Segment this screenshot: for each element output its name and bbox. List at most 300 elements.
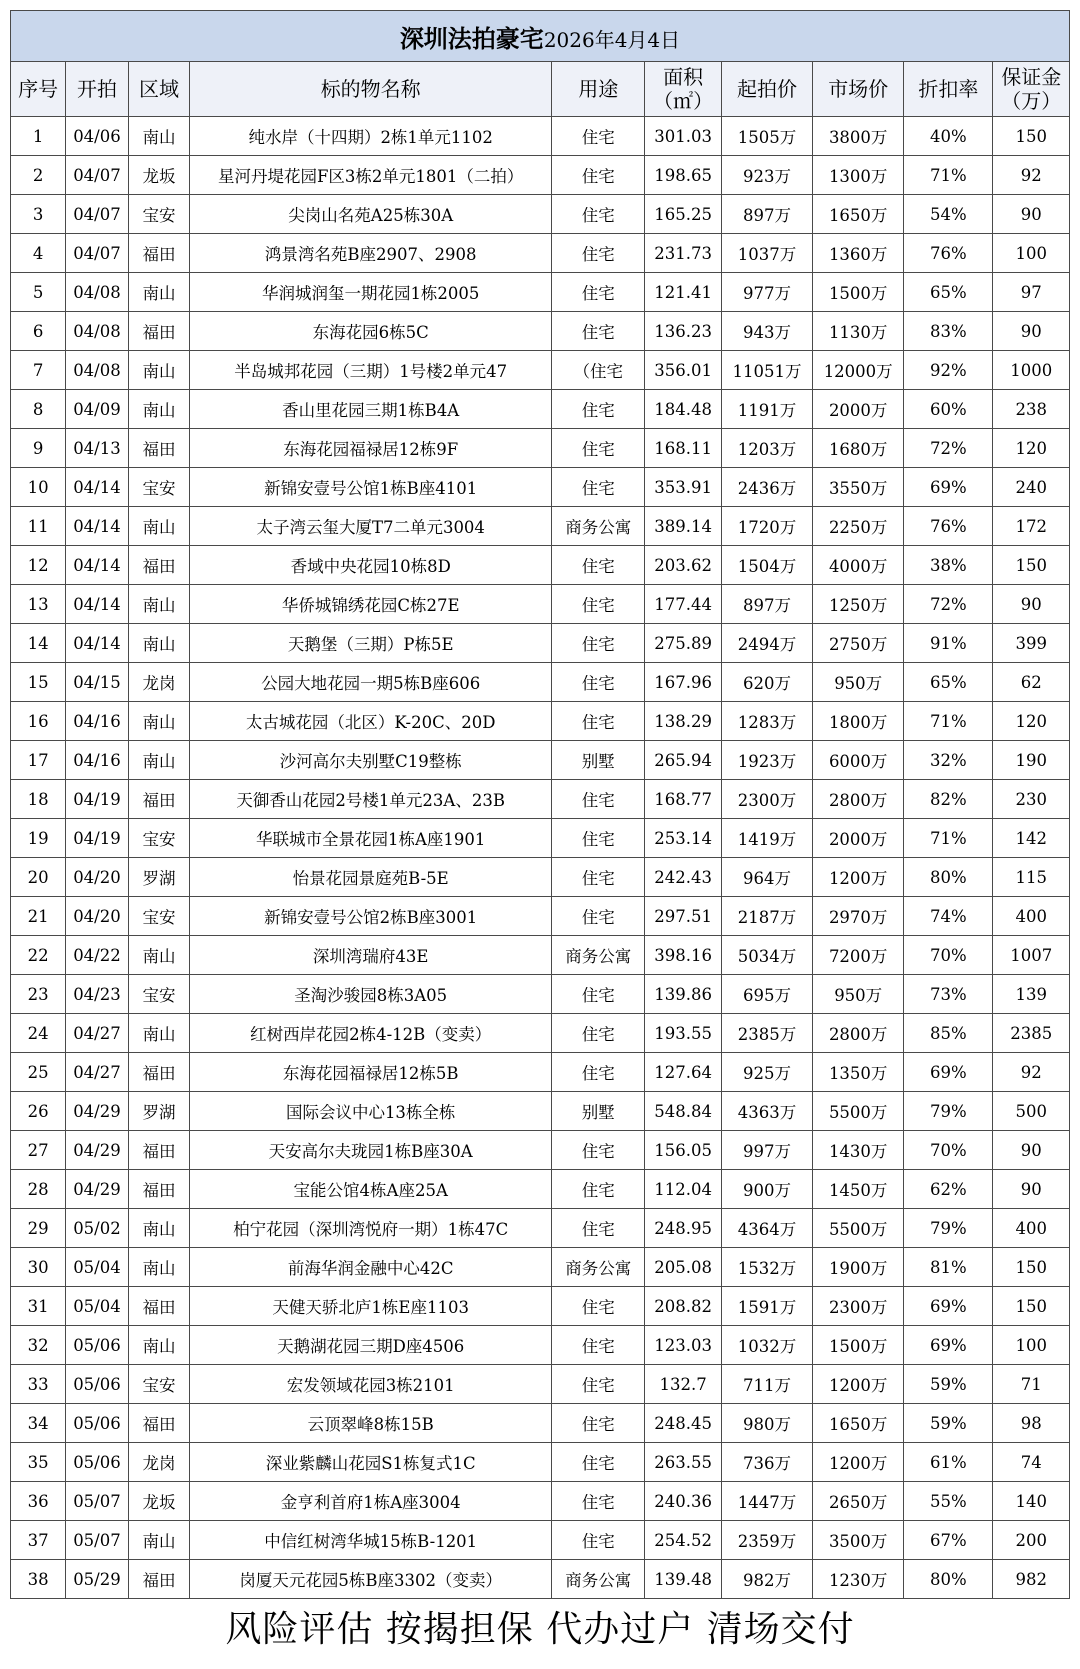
cell-deposit: 172 (993, 507, 1070, 546)
cell-usage: 住宅 (552, 1053, 645, 1092)
cell-date: 04/29 (66, 1170, 129, 1209)
table-row (11, 1014, 1070, 1053)
cell-start-price: 1591万 (721, 1287, 812, 1326)
cell-market-price: 7200万 (813, 936, 904, 975)
cell-discount: 81% (904, 1248, 993, 1287)
cell-no: 26 (11, 1092, 66, 1131)
cell-deposit: 140 (993, 1482, 1070, 1521)
cell-usage: 住宅 (552, 1209, 645, 1248)
cell-district: 福田 (128, 1053, 190, 1092)
cell-market-price: 1250万 (813, 585, 904, 624)
cell-no: 31 (11, 1287, 66, 1326)
cell-area: 165.25 (645, 195, 721, 234)
cell-discount: 65% (904, 663, 993, 702)
cell-start-price: 1037万 (721, 234, 812, 273)
cell-start-price: 997万 (721, 1131, 812, 1170)
cell-market-price: 950万 (813, 975, 904, 1014)
cell-no: 37 (11, 1521, 66, 1560)
cell-no: 11 (11, 507, 66, 546)
cell-deposit: 150 (993, 1287, 1070, 1326)
cell-usage: 住宅 (552, 117, 645, 156)
cell-no: 9 (11, 429, 66, 468)
cell-district: 福田 (128, 429, 190, 468)
cell-discount: 69% (904, 468, 993, 507)
cell-market-price: 1350万 (813, 1053, 904, 1092)
cell-usage: 住宅 (552, 624, 645, 663)
cell-no: 34 (11, 1404, 66, 1443)
cell-date: 04/14 (66, 546, 129, 585)
cell-name: 太子湾云玺大厦T7二单元3004 (190, 507, 552, 546)
cell-usage: 住宅 (552, 1014, 645, 1053)
cell-market-price: 6000万 (813, 741, 904, 780)
cell-start-price: 943万 (721, 312, 812, 351)
cell-area: 242.43 (645, 858, 721, 897)
cell-district: 福田 (128, 234, 190, 273)
cell-no: 30 (11, 1248, 66, 1287)
cell-deposit: 200 (993, 1521, 1070, 1560)
cell-district: 福田 (128, 780, 190, 819)
table-row (11, 663, 1070, 702)
cell-name: 香域中央花园10栋8D (190, 546, 552, 585)
table-row (11, 780, 1070, 819)
cell-name: 鸿景湾名苑B座2907、2908 (190, 234, 552, 273)
cell-date: 05/06 (66, 1443, 129, 1482)
cell-discount: 76% (904, 507, 993, 546)
cell-market-price: 1230万 (813, 1560, 904, 1599)
cell-area: 193.55 (645, 1014, 721, 1053)
cell-no: 33 (11, 1365, 66, 1404)
cell-deposit: 120 (993, 429, 1070, 468)
cell-date: 05/04 (66, 1248, 129, 1287)
cell-market-price: 2800万 (813, 1014, 904, 1053)
cell-name: 天鹅堡（三期）P栋5E (190, 624, 552, 663)
cell-district: 南山 (128, 702, 190, 741)
cell-district: 南山 (128, 273, 190, 312)
title-row (11, 11, 1070, 62)
cell-date: 04/06 (66, 117, 129, 156)
cell-market-price: 5500万 (813, 1209, 904, 1248)
cell-discount: 85% (904, 1014, 993, 1053)
cell-area: 132.7 (645, 1365, 721, 1404)
cell-start-price: 1191万 (721, 390, 812, 429)
cell-date: 04/14 (66, 624, 129, 663)
cell-deposit: 90 (993, 585, 1070, 624)
cell-market-price: 950万 (813, 663, 904, 702)
cell-deposit: 500 (993, 1092, 1070, 1131)
cell-name: 纯水岸（十四期）2栋1单元1102 (190, 117, 552, 156)
cell-area: 263.55 (645, 1443, 721, 1482)
cell-no: 12 (11, 546, 66, 585)
cell-discount: 32% (904, 741, 993, 780)
cell-no: 24 (11, 1014, 66, 1053)
cell-discount: 65% (904, 273, 993, 312)
cell-no: 14 (11, 624, 66, 663)
cell-no: 28 (11, 1170, 66, 1209)
cell-date: 04/13 (66, 429, 129, 468)
cell-deposit: 139 (993, 975, 1070, 1014)
header-open: 开拍 (66, 62, 129, 117)
cell-start-price: 620万 (721, 663, 812, 702)
cell-name: 云顶翠峰8栋15B (190, 1404, 552, 1443)
cell-start-price: 923万 (721, 156, 812, 195)
cell-discount: 80% (904, 1560, 993, 1599)
cell-market-price: 2650万 (813, 1482, 904, 1521)
cell-deposit: 238 (993, 390, 1070, 429)
cell-name: 金亨利首府1栋A座3004 (190, 1482, 552, 1521)
cell-deposit: 399 (993, 624, 1070, 663)
cell-deposit: 120 (993, 702, 1070, 741)
cell-name: 尖岗山名苑A25栋30A (190, 195, 552, 234)
cell-date: 04/07 (66, 156, 129, 195)
cell-market-price: 1130万 (813, 312, 904, 351)
cell-area: 123.03 (645, 1326, 721, 1365)
cell-start-price: 4363万 (721, 1092, 812, 1131)
page-title: 深圳法拍豪宅 (399, 23, 544, 53)
cell-market-price: 2750万 (813, 624, 904, 663)
cell-date: 04/29 (66, 1131, 129, 1170)
header-name: 标的物名称 (190, 62, 552, 117)
cell-district: 罗湖 (128, 1092, 190, 1131)
header-start-price: 起拍价 (721, 62, 812, 117)
cell-market-price: 1500万 (813, 273, 904, 312)
cell-no: 18 (11, 780, 66, 819)
cell-date: 04/27 (66, 1014, 129, 1053)
cell-district: 南山 (128, 585, 190, 624)
cell-discount: 79% (904, 1092, 993, 1131)
cell-no: 21 (11, 897, 66, 936)
cell-market-price: 1430万 (813, 1131, 904, 1170)
cell-usage: 住宅 (552, 390, 645, 429)
cell-deposit: 190 (993, 741, 1070, 780)
cell-date: 05/29 (66, 1560, 129, 1599)
cell-usage: 住宅 (552, 156, 645, 195)
table-row (11, 1482, 1070, 1521)
table-row (11, 1404, 1070, 1443)
table-row (11, 1248, 1070, 1287)
cell-no: 35 (11, 1443, 66, 1482)
cell-date: 04/07 (66, 234, 129, 273)
cell-market-price: 4000万 (813, 546, 904, 585)
table-row (11, 1131, 1070, 1170)
header-deposit-line1: 保证金 (1001, 65, 1062, 89)
cell-discount: 59% (904, 1365, 993, 1404)
cell-discount: 71% (904, 819, 993, 858)
table-row (11, 819, 1070, 858)
table-row (11, 429, 1070, 468)
cell-no: 4 (11, 234, 66, 273)
cell-deposit: 97 (993, 273, 1070, 312)
cell-district: 宝安 (128, 468, 190, 507)
cell-name: 半岛城邦花园（三期）1号楼2单元47 (190, 351, 552, 390)
cell-start-price: 2436万 (721, 468, 812, 507)
header-area (645, 62, 721, 117)
table-row (11, 1521, 1070, 1560)
cell-start-price: 5034万 (721, 936, 812, 975)
cell-area: 203.62 (645, 546, 721, 585)
cell-discount: 73% (904, 975, 993, 1014)
cell-date: 05/06 (66, 1326, 129, 1365)
cell-usage: 住宅 (552, 546, 645, 585)
cell-usage: 住宅 (552, 195, 645, 234)
auction-table (10, 10, 1070, 1599)
cell-no: 19 (11, 819, 66, 858)
table-row (11, 273, 1070, 312)
cell-start-price: 11051万 (721, 351, 812, 390)
header-market-price: 市场价 (813, 62, 904, 117)
cell-district: 福田 (128, 1560, 190, 1599)
table-row (11, 624, 1070, 663)
cell-discount: 72% (904, 429, 993, 468)
cell-name: 中信红树湾华城15栋B-1201 (190, 1521, 552, 1560)
table-row (11, 1326, 1070, 1365)
cell-start-price: 897万 (721, 585, 812, 624)
cell-usage: 住宅 (552, 897, 645, 936)
cell-name: 深圳湾瑞府43E (190, 936, 552, 975)
cell-date: 04/19 (66, 819, 129, 858)
title-date: 2026年4月4日 (543, 27, 681, 52)
cell-deposit: 230 (993, 780, 1070, 819)
cell-discount: 69% (904, 1053, 993, 1092)
cell-discount: 74% (904, 897, 993, 936)
table-row (11, 1365, 1070, 1404)
cell-area: 548.84 (645, 1092, 721, 1131)
cell-start-price: 982万 (721, 1560, 812, 1599)
table-row (11, 312, 1070, 351)
table-row (11, 936, 1070, 975)
cell-deposit: 1007 (993, 936, 1070, 975)
cell-name: 天御香山花园2号楼1单元23A、23B (190, 780, 552, 819)
cell-start-price: 1532万 (721, 1248, 812, 1287)
cell-date: 05/06 (66, 1404, 129, 1443)
cell-deposit: 115 (993, 858, 1070, 897)
cell-market-price: 3500万 (813, 1521, 904, 1560)
cell-no: 10 (11, 468, 66, 507)
cell-district: 罗湖 (128, 858, 190, 897)
header-usage: 用途 (552, 62, 645, 117)
cell-deposit: 71 (993, 1365, 1070, 1404)
cell-usage: 住宅 (552, 585, 645, 624)
cell-area: 112.04 (645, 1170, 721, 1209)
table-row (11, 234, 1070, 273)
cell-market-price: 2250万 (813, 507, 904, 546)
table-row (11, 117, 1070, 156)
cell-date: 05/07 (66, 1482, 129, 1521)
cell-area: 254.52 (645, 1521, 721, 1560)
cell-deposit: 74 (993, 1443, 1070, 1482)
cell-no: 1 (11, 117, 66, 156)
cell-market-price: 1200万 (813, 1365, 904, 1404)
cell-market-price: 1900万 (813, 1248, 904, 1287)
header-row (11, 62, 1070, 117)
cell-no: 13 (11, 585, 66, 624)
cell-usage: 住宅 (552, 1443, 645, 1482)
cell-usage: 住宅 (552, 1326, 645, 1365)
cell-start-price: 2494万 (721, 624, 812, 663)
cell-area: 265.94 (645, 741, 721, 780)
cell-usage: 住宅 (552, 1287, 645, 1326)
cell-district: 南山 (128, 624, 190, 663)
cell-name: 宏发领域花园3栋2101 (190, 1365, 552, 1404)
cell-start-price: 695万 (721, 975, 812, 1014)
cell-district: 宝安 (128, 975, 190, 1014)
cell-date: 05/07 (66, 1521, 129, 1560)
cell-deposit: 400 (993, 897, 1070, 936)
cell-market-price: 1650万 (813, 195, 904, 234)
table-row (11, 1443, 1070, 1482)
table-row (11, 468, 1070, 507)
cell-district: 宝安 (128, 1365, 190, 1404)
cell-name: 沙河高尔夫别墅C19整栋 (190, 741, 552, 780)
cell-area: 297.51 (645, 897, 721, 936)
cell-name: 东海花园福禄居12栋5B (190, 1053, 552, 1092)
cell-district: 福田 (128, 546, 190, 585)
cell-area: 398.16 (645, 936, 721, 975)
cell-no: 25 (11, 1053, 66, 1092)
cell-usage: （住宅 (552, 351, 645, 390)
cell-deposit: 92 (993, 156, 1070, 195)
table-row (11, 585, 1070, 624)
cell-market-price: 1450万 (813, 1170, 904, 1209)
cell-deposit: 2385 (993, 1014, 1070, 1053)
table-row (11, 1560, 1070, 1599)
cell-start-price: 925万 (721, 1053, 812, 1092)
header-deposit (993, 62, 1070, 117)
cell-discount: 69% (904, 1287, 993, 1326)
cell-start-price: 1720万 (721, 507, 812, 546)
cell-usage: 住宅 (552, 1404, 645, 1443)
cell-start-price: 736万 (721, 1443, 812, 1482)
cell-area: 248.95 (645, 1209, 721, 1248)
cell-name: 太古城花园（北区）K-20C、20D (190, 702, 552, 741)
cell-district: 宝安 (128, 819, 190, 858)
table-row (11, 702, 1070, 741)
cell-deposit: 1000 (993, 351, 1070, 390)
cell-market-price: 2000万 (813, 819, 904, 858)
cell-area: 168.77 (645, 780, 721, 819)
cell-date: 04/09 (66, 390, 129, 429)
cell-discount: 54% (904, 195, 993, 234)
cell-start-price: 1203万 (721, 429, 812, 468)
cell-district: 南山 (128, 1521, 190, 1560)
cell-discount: 69% (904, 1326, 993, 1365)
cell-deposit: 150 (993, 1248, 1070, 1287)
table-row (11, 1209, 1070, 1248)
cell-no: 27 (11, 1131, 66, 1170)
cell-area: 121.41 (645, 273, 721, 312)
cell-name: 华侨城锦绣花园C栋27E (190, 585, 552, 624)
cell-district: 南山 (128, 1014, 190, 1053)
cell-discount: 72% (904, 585, 993, 624)
cell-no: 17 (11, 741, 66, 780)
table-row (11, 741, 1070, 780)
cell-deposit: 982 (993, 1560, 1070, 1599)
cell-date: 05/04 (66, 1287, 129, 1326)
footer-slogan: 风险评估 按揭担保 代办过户 清场交付 (225, 1609, 855, 1650)
cell-discount: 76% (904, 234, 993, 273)
cell-start-price: 2187万 (721, 897, 812, 936)
cell-no: 20 (11, 858, 66, 897)
auction-sheet (10, 10, 1070, 1657)
cell-usage: 住宅 (552, 312, 645, 351)
cell-market-price: 1200万 (813, 858, 904, 897)
cell-area: 168.11 (645, 429, 721, 468)
cell-name: 深业紫麟山花园S1栋复式1C (190, 1443, 552, 1482)
cell-market-price: 12000万 (813, 351, 904, 390)
cell-usage: 住宅 (552, 468, 645, 507)
cell-discount: 70% (904, 1131, 993, 1170)
cell-district: 南山 (128, 1248, 190, 1287)
cell-no: 32 (11, 1326, 66, 1365)
cell-market-price: 1300万 (813, 156, 904, 195)
cell-usage: 住宅 (552, 1365, 645, 1404)
cell-usage: 住宅 (552, 429, 645, 468)
cell-start-price: 900万 (721, 1170, 812, 1209)
cell-start-price: 1923万 (721, 741, 812, 780)
cell-area: 353.91 (645, 468, 721, 507)
cell-date: 04/08 (66, 351, 129, 390)
cell-name: 新锦安壹号公馆2栋B座3001 (190, 897, 552, 936)
table-row (11, 390, 1070, 429)
cell-name: 星河丹堤花园F区3栋2单元1801（二拍） (190, 156, 552, 195)
cell-district: 福田 (128, 1287, 190, 1326)
cell-discount: 79% (904, 1209, 993, 1248)
cell-usage: 住宅 (552, 1482, 645, 1521)
cell-district: 龙坂 (128, 1482, 190, 1521)
cell-district: 福田 (128, 312, 190, 351)
cell-discount: 62% (904, 1170, 993, 1209)
cell-area: 156.05 (645, 1131, 721, 1170)
cell-name: 国际会议中心13栋全栋 (190, 1092, 552, 1131)
cell-date: 04/20 (66, 897, 129, 936)
cell-name: 香山里花园三期1栋B4A (190, 390, 552, 429)
cell-date: 04/14 (66, 468, 129, 507)
cell-discount: 40% (904, 117, 993, 156)
table-row (11, 1287, 1070, 1326)
cell-deposit: 150 (993, 546, 1070, 585)
cell-deposit: 90 (993, 312, 1070, 351)
cell-name: 柏宁花园（深圳湾悦府一期）1栋47C (190, 1209, 552, 1248)
cell-start-price: 1419万 (721, 819, 812, 858)
cell-start-price: 711万 (721, 1365, 812, 1404)
cell-no: 7 (11, 351, 66, 390)
cell-area: 127.64 (645, 1053, 721, 1092)
cell-name: 宝能公馆4栋A座25A (190, 1170, 552, 1209)
header-discount: 折扣率 (904, 62, 993, 117)
cell-area: 139.48 (645, 1560, 721, 1599)
cell-discount: 67% (904, 1521, 993, 1560)
cell-start-price: 897万 (721, 195, 812, 234)
cell-market-price: 3550万 (813, 468, 904, 507)
cell-no: 22 (11, 936, 66, 975)
cell-discount: 91% (904, 624, 993, 663)
cell-no: 5 (11, 273, 66, 312)
cell-discount: 38% (904, 546, 993, 585)
cell-date: 05/02 (66, 1209, 129, 1248)
cell-market-price: 1800万 (813, 702, 904, 741)
cell-area: 356.01 (645, 351, 721, 390)
cell-name: 新锦安壹号公馆1栋B座4101 (190, 468, 552, 507)
table-row (11, 975, 1070, 1014)
cell-usage: 别墅 (552, 1092, 645, 1131)
cell-district: 南山 (128, 351, 190, 390)
cell-market-price: 2800万 (813, 780, 904, 819)
cell-date: 04/23 (66, 975, 129, 1014)
cell-name: 圣淘沙骏园8栋3A05 (190, 975, 552, 1014)
cell-no: 16 (11, 702, 66, 741)
cell-area: 248.45 (645, 1404, 721, 1443)
cell-usage: 商务公寓 (552, 936, 645, 975)
cell-name: 前海华润金融中心42C (190, 1248, 552, 1287)
